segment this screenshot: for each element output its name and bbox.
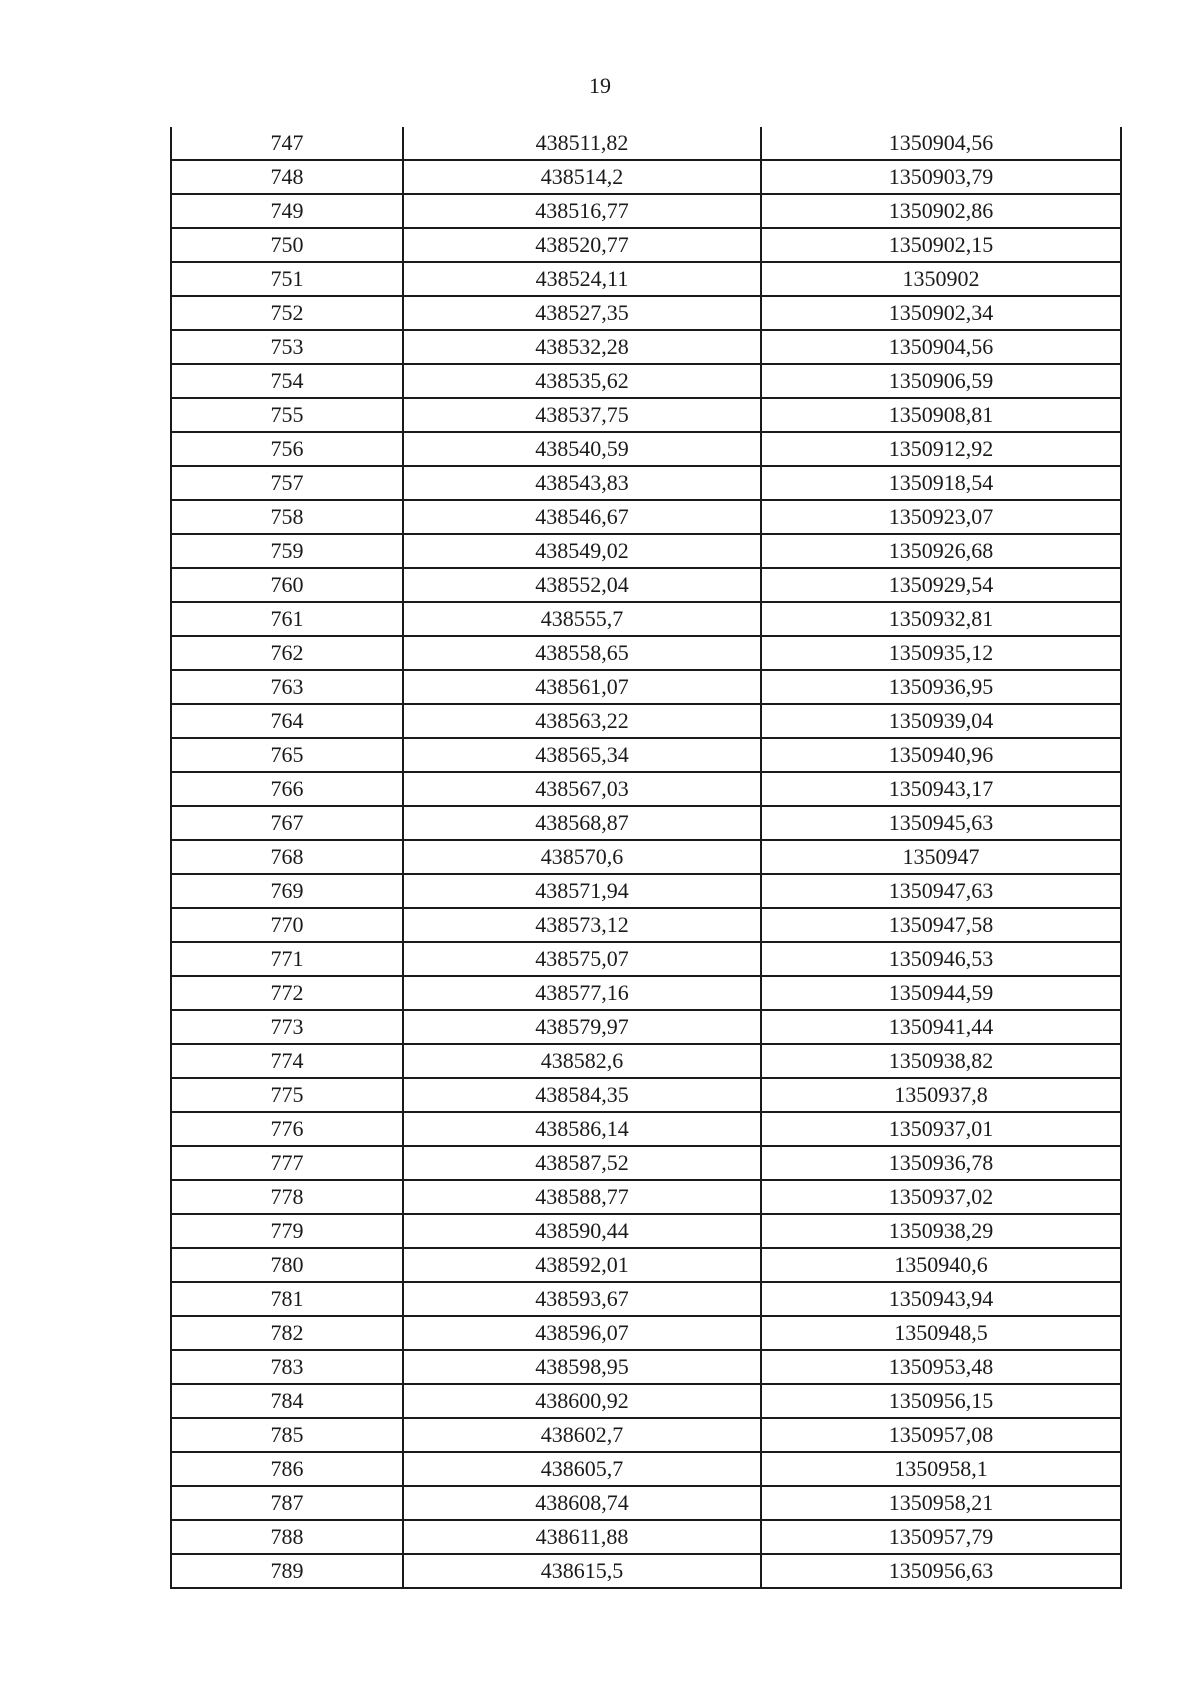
point-number-cell: 752 xyxy=(171,296,403,330)
x-coordinate-cell: 438608,74 xyxy=(403,1486,761,1520)
table-row xyxy=(171,330,1121,364)
point-number-cell: 766 xyxy=(171,772,403,806)
x-coordinate-cell: 438567,03 xyxy=(403,772,761,806)
y-coordinate-cell: 1350904,56 xyxy=(761,330,1121,364)
x-coordinate-cell: 438571,94 xyxy=(403,874,761,908)
table-row xyxy=(171,840,1121,874)
x-coordinate-cell: 438588,77 xyxy=(403,1180,761,1214)
table-row xyxy=(171,1010,1121,1044)
y-coordinate-cell: 1350937,02 xyxy=(761,1180,1121,1214)
x-coordinate-cell: 438602,7 xyxy=(403,1418,761,1452)
y-coordinate-cell: 1350906,59 xyxy=(761,364,1121,398)
x-coordinate-cell: 438511,82 xyxy=(403,127,761,160)
point-number-cell: 764 xyxy=(171,704,403,738)
table-row xyxy=(171,296,1121,330)
x-coordinate-cell: 438563,22 xyxy=(403,704,761,738)
x-coordinate-cell: 438605,7 xyxy=(403,1452,761,1486)
table-row xyxy=(171,602,1121,636)
point-number-cell: 773 xyxy=(171,1010,403,1044)
point-number-cell: 775 xyxy=(171,1078,403,1112)
point-number-cell: 772 xyxy=(171,976,403,1010)
table-row xyxy=(171,568,1121,602)
point-number-cell: 748 xyxy=(171,160,403,194)
table-row xyxy=(171,1316,1121,1350)
point-number-cell: 789 xyxy=(171,1554,403,1588)
table-row xyxy=(171,1214,1121,1248)
y-coordinate-cell: 1350948,5 xyxy=(761,1316,1121,1350)
y-coordinate-cell: 1350902,34 xyxy=(761,296,1121,330)
page-number: 19 xyxy=(589,73,611,98)
x-coordinate-cell: 438516,77 xyxy=(403,194,761,228)
x-coordinate-cell: 438584,35 xyxy=(403,1078,761,1112)
table-row xyxy=(171,976,1121,1010)
y-coordinate-cell: 1350912,92 xyxy=(761,432,1121,466)
y-coordinate-cell: 1350943,94 xyxy=(761,1282,1121,1316)
x-coordinate-cell: 438540,59 xyxy=(403,432,761,466)
x-coordinate-cell: 438565,34 xyxy=(403,738,761,772)
point-number-cell: 758 xyxy=(171,500,403,534)
table-row xyxy=(171,704,1121,738)
table-row xyxy=(171,432,1121,466)
table-row xyxy=(171,534,1121,568)
y-coordinate-cell: 1350941,44 xyxy=(761,1010,1121,1044)
y-coordinate-cell: 1350908,81 xyxy=(761,398,1121,432)
table-row xyxy=(171,908,1121,942)
x-coordinate-cell: 438561,07 xyxy=(403,670,761,704)
table-row xyxy=(171,636,1121,670)
y-coordinate-cell: 1350945,63 xyxy=(761,806,1121,840)
point-number-cell: 756 xyxy=(171,432,403,466)
y-coordinate-cell: 1350935,12 xyxy=(761,636,1121,670)
point-number-cell: 749 xyxy=(171,194,403,228)
point-number-cell: 770 xyxy=(171,908,403,942)
point-number-cell: 788 xyxy=(171,1520,403,1554)
x-coordinate-cell: 438582,6 xyxy=(403,1044,761,1078)
point-number-cell: 787 xyxy=(171,1486,403,1520)
x-coordinate-cell: 438549,02 xyxy=(403,534,761,568)
point-number-cell: 768 xyxy=(171,840,403,874)
table-row xyxy=(171,1418,1121,1452)
y-coordinate-cell: 1350902 xyxy=(761,262,1121,296)
y-coordinate-cell: 1350904,56 xyxy=(761,127,1121,160)
x-coordinate-cell: 438590,44 xyxy=(403,1214,761,1248)
y-coordinate-cell: 1350958,1 xyxy=(761,1452,1121,1486)
point-number-cell: 763 xyxy=(171,670,403,704)
point-number-cell: 767 xyxy=(171,806,403,840)
point-number-cell: 751 xyxy=(171,262,403,296)
table-row xyxy=(171,1384,1121,1418)
coordinates-table xyxy=(170,127,1122,1589)
point-number-cell: 774 xyxy=(171,1044,403,1078)
point-number-cell: 776 xyxy=(171,1112,403,1146)
point-number-cell: 777 xyxy=(171,1146,403,1180)
point-number-cell: 783 xyxy=(171,1350,403,1384)
table-row xyxy=(171,874,1121,908)
point-number-cell: 750 xyxy=(171,228,403,262)
table-row xyxy=(171,1146,1121,1180)
x-coordinate-cell: 438546,67 xyxy=(403,500,761,534)
x-coordinate-cell: 438537,75 xyxy=(403,398,761,432)
x-coordinate-cell: 438587,52 xyxy=(403,1146,761,1180)
y-coordinate-cell: 1350957,79 xyxy=(761,1520,1121,1554)
y-coordinate-cell: 1350940,6 xyxy=(761,1248,1121,1282)
point-number-cell: 781 xyxy=(171,1282,403,1316)
table-row xyxy=(171,1350,1121,1384)
point-number-cell: 784 xyxy=(171,1384,403,1418)
table-row xyxy=(171,1044,1121,1078)
coordinates-table-body xyxy=(171,127,1121,1588)
point-number-cell: 759 xyxy=(171,534,403,568)
table-row xyxy=(171,127,1121,160)
x-coordinate-cell: 438552,04 xyxy=(403,568,761,602)
table-row xyxy=(171,806,1121,840)
x-coordinate-cell: 438575,07 xyxy=(403,942,761,976)
point-number-cell: 782 xyxy=(171,1316,403,1350)
x-coordinate-cell: 438527,35 xyxy=(403,296,761,330)
y-coordinate-cell: 1350939,04 xyxy=(761,704,1121,738)
x-coordinate-cell: 438543,83 xyxy=(403,466,761,500)
y-coordinate-cell: 1350938,82 xyxy=(761,1044,1121,1078)
x-coordinate-cell: 438586,14 xyxy=(403,1112,761,1146)
table-row xyxy=(171,1554,1121,1588)
point-number-cell: 755 xyxy=(171,398,403,432)
y-coordinate-cell: 1350929,54 xyxy=(761,568,1121,602)
y-coordinate-cell: 1350947 xyxy=(761,840,1121,874)
x-coordinate-cell: 438596,07 xyxy=(403,1316,761,1350)
y-coordinate-cell: 1350943,17 xyxy=(761,772,1121,806)
table-row xyxy=(171,1078,1121,1112)
table-row xyxy=(171,1248,1121,1282)
y-coordinate-cell: 1350918,54 xyxy=(761,466,1121,500)
table-row xyxy=(171,398,1121,432)
point-number-cell: 780 xyxy=(171,1248,403,1282)
point-number-cell: 754 xyxy=(171,364,403,398)
table-row xyxy=(171,1486,1121,1520)
point-number-cell: 753 xyxy=(171,330,403,364)
point-number-cell: 761 xyxy=(171,602,403,636)
x-coordinate-cell: 438532,28 xyxy=(403,330,761,364)
point-number-cell: 786 xyxy=(171,1452,403,1486)
y-coordinate-cell: 1350932,81 xyxy=(761,602,1121,636)
y-coordinate-cell: 1350956,63 xyxy=(761,1554,1121,1588)
table-row xyxy=(171,466,1121,500)
table-row xyxy=(171,160,1121,194)
y-coordinate-cell: 1350958,21 xyxy=(761,1486,1121,1520)
point-number-cell: 779 xyxy=(171,1214,403,1248)
y-coordinate-cell: 1350947,58 xyxy=(761,908,1121,942)
table-row xyxy=(171,228,1121,262)
x-coordinate-cell: 438514,2 xyxy=(403,160,761,194)
y-coordinate-cell: 1350937,01 xyxy=(761,1112,1121,1146)
x-coordinate-cell: 438570,6 xyxy=(403,840,761,874)
point-number-cell: 762 xyxy=(171,636,403,670)
x-coordinate-cell: 438577,16 xyxy=(403,976,761,1010)
point-number-cell: 771 xyxy=(171,942,403,976)
point-number-cell: 769 xyxy=(171,874,403,908)
x-coordinate-cell: 438598,95 xyxy=(403,1350,761,1384)
table-row xyxy=(171,1180,1121,1214)
table-row xyxy=(171,772,1121,806)
y-coordinate-cell: 1350903,79 xyxy=(761,160,1121,194)
point-number-cell: 785 xyxy=(171,1418,403,1452)
point-number-cell: 765 xyxy=(171,738,403,772)
table-row xyxy=(171,1520,1121,1554)
table-row xyxy=(171,1282,1121,1316)
table-row xyxy=(171,942,1121,976)
y-coordinate-cell: 1350946,53 xyxy=(761,942,1121,976)
x-coordinate-cell: 438593,67 xyxy=(403,1282,761,1316)
table-row xyxy=(171,1112,1121,1146)
x-coordinate-cell: 438568,87 xyxy=(403,806,761,840)
y-coordinate-cell: 1350938,29 xyxy=(761,1214,1121,1248)
y-coordinate-cell: 1350936,78 xyxy=(761,1146,1121,1180)
x-coordinate-cell: 438573,12 xyxy=(403,908,761,942)
y-coordinate-cell: 1350956,15 xyxy=(761,1384,1121,1418)
y-coordinate-cell: 1350957,08 xyxy=(761,1418,1121,1452)
x-coordinate-cell: 438615,5 xyxy=(403,1554,761,1588)
y-coordinate-cell: 1350923,07 xyxy=(761,500,1121,534)
table-row xyxy=(171,364,1121,398)
y-coordinate-cell: 1350936,95 xyxy=(761,670,1121,704)
table-row xyxy=(171,500,1121,534)
x-coordinate-cell: 438558,65 xyxy=(403,636,761,670)
y-coordinate-cell: 1350953,48 xyxy=(761,1350,1121,1384)
table-row xyxy=(171,1452,1121,1486)
x-coordinate-cell: 438535,62 xyxy=(403,364,761,398)
point-number-cell: 747 xyxy=(171,127,403,160)
y-coordinate-cell: 1350944,59 xyxy=(761,976,1121,1010)
y-coordinate-cell: 1350926,68 xyxy=(761,534,1121,568)
y-coordinate-cell: 1350937,8 xyxy=(761,1078,1121,1112)
y-coordinate-cell: 1350940,96 xyxy=(761,738,1121,772)
x-coordinate-cell: 438524,11 xyxy=(403,262,761,296)
x-coordinate-cell: 438520,77 xyxy=(403,228,761,262)
point-number-cell: 757 xyxy=(171,466,403,500)
table-row xyxy=(171,738,1121,772)
y-coordinate-cell: 1350902,15 xyxy=(761,228,1121,262)
x-coordinate-cell: 438579,97 xyxy=(403,1010,761,1044)
point-number-cell: 778 xyxy=(171,1180,403,1214)
point-number-cell: 760 xyxy=(171,568,403,602)
table-row xyxy=(171,262,1121,296)
x-coordinate-cell: 438600,92 xyxy=(403,1384,761,1418)
x-coordinate-cell: 438592,01 xyxy=(403,1248,761,1282)
table-row xyxy=(171,670,1121,704)
y-coordinate-cell: 1350947,63 xyxy=(761,874,1121,908)
x-coordinate-cell: 438555,7 xyxy=(403,602,761,636)
y-coordinate-cell: 1350902,86 xyxy=(761,194,1121,228)
x-coordinate-cell: 438611,88 xyxy=(403,1520,761,1554)
table-row xyxy=(171,194,1121,228)
